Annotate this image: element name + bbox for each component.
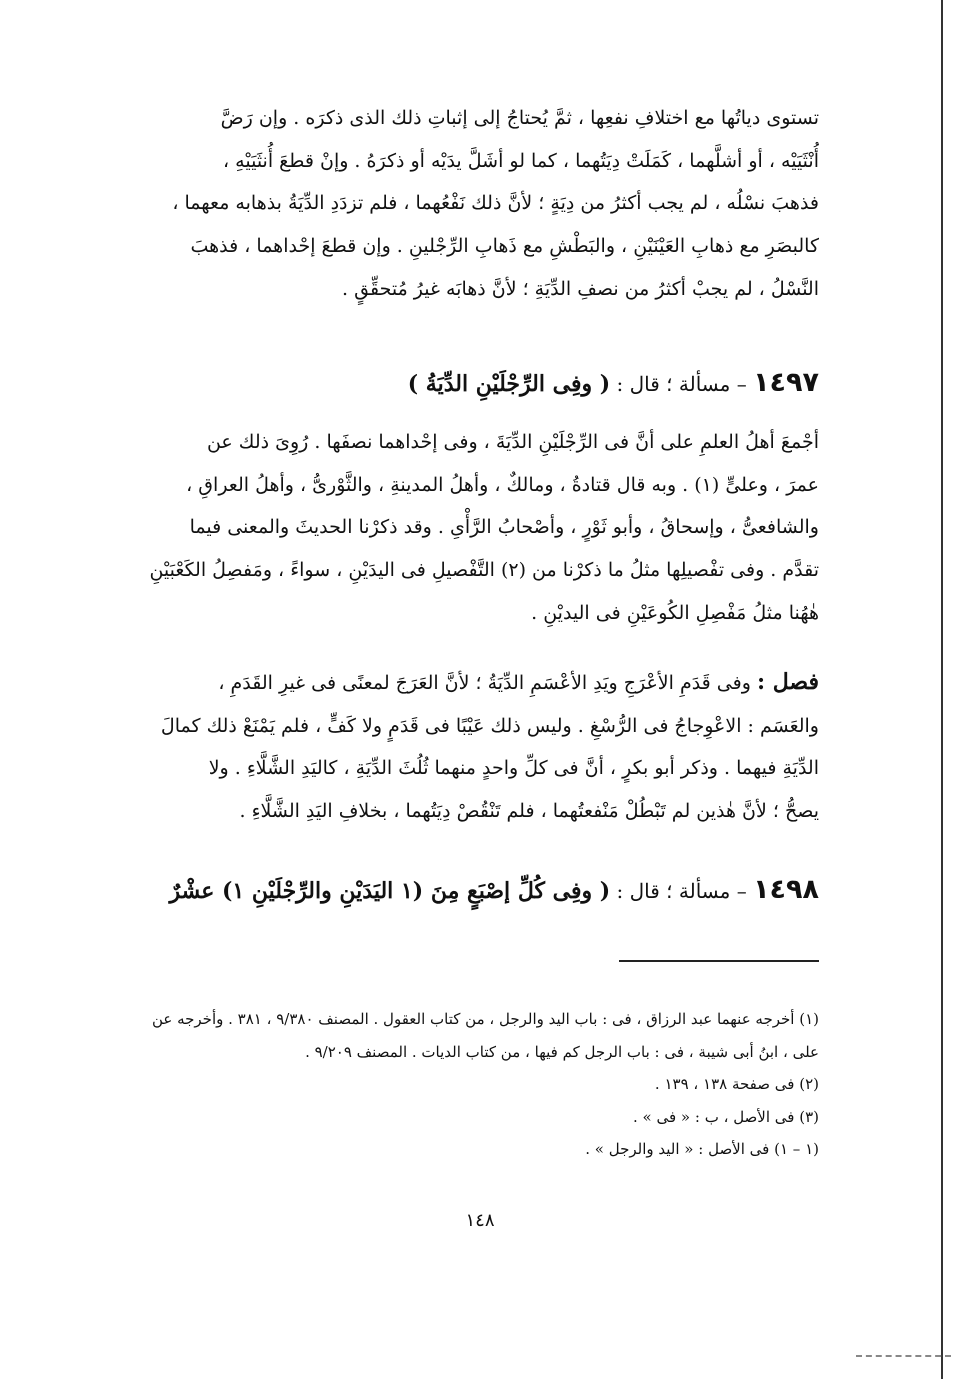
- fasl-label: فصل :: [756, 669, 819, 695]
- text-line: تقدَّم . وفى تفْصيلِها مثلُ ما ذكرْنا من (٢) التَّفْصيلِ فى اليدَيْنِ ، سواءً ، ومَفصِلُ الكَعْبَيْنِ: [149, 559, 819, 582]
- footnote-separator: [619, 960, 819, 962]
- text-line: يصحُّ ؛ لأنَّ هٰذين لم تَبْطُلْ مَنْفعتُهما ، فلم تَنْقُصْ دِيَتُهما ، بخلافِ اليَدِ الشَّلَّاءِ .: [239, 800, 819, 823]
- masala-number: ١٤٩٨: [753, 874, 819, 905]
- paragraph-legs-diya: [139, 421, 819, 635]
- masala-heading-1498: [129, 870, 819, 911]
- text-line: [139, 661, 819, 705]
- text-line: النَّسْلُ ، لم يجبْ أكثرُ من نصفِ الدِّيَةِ ؛ لأنَّ ذهابَه غيرُ مُتحقِّقٍ .: [342, 277, 819, 300]
- text-line: الدِّيَةِ فيهما . وذكر أبو بكرٍ ، أنَّ فى كلِّ واحدٍ منهما ثُلُثَ الدِّيَةِ ، كاليَدِ الشَّلَّاءِ . ولا: [208, 757, 819, 780]
- text-line: والشافعىُّ ، وإسحاقُ ، وأبو ثَوْرٍ ، وأصْحابُ الرَّأْىِ . وقد ذكرْنا الحديثَ والمعنى فيما: [189, 516, 819, 539]
- footnote: (١ – ١) فى الأصل : « اليد والرجل » .: [585, 1140, 819, 1158]
- paragraph-fasl: [139, 661, 819, 833]
- text-line: أُنْثَيَيْه ، أو أشلَّهما ، كَمَلَتْ دِيَتُهما ، كما لو أشَلَّ يدَيْه أو ذكرَهُ . وإنْ قطعَ أُنثَيَيْهِ ،: [223, 149, 819, 172]
- footnote: (٣) فى الأصل ، ب : « فى » .: [633, 1107, 819, 1126]
- masala-number: ١٤٩٧: [753, 367, 819, 398]
- fasl-first-line: وفى قَدَمِ الأعْرَجِ ويَدِ الأعْسَمِ الدِّيَةُ ؛ لأنَّ العَرَجَ لمعنًى فى غيرِ القَدَمِ ،: [218, 672, 751, 694]
- footnote: على ، ابنُ أبى شيبة ، فى : باب الرجل كم فيها ، من كتاب الديات . المصنف ٩/٢٠٩ .: [305, 1042, 819, 1061]
- footnote: (٢) فى صفحة ١٣٨ ، ١٣٩ .: [654, 1075, 819, 1093]
- footnote: (١) أخرجه عنهما عبد الرزاق ، فى : باب اليد والرجل ، من كتاب العقول . المصنف ٩/٣٨٠ ، ٣٨١ . وأخرجه عن: [151, 1010, 819, 1028]
- masala-intro: – مسألة ؛ قال :: [616, 879, 747, 903]
- text-line: كالبصَرِ مع ذهابِ العَيْنَيْنِ ، والبَطْشِ مع ذَهابِ الرِّجْلينِ . وإن قطعَ إحْداهما ، فذهبَ: [190, 235, 819, 258]
- text-line: هٰهُنا مثلُ مَفْصِلِ الكُوعَيْنِ فى اليديْنِ .: [531, 601, 819, 624]
- masala-quote: ( وفِى كُلِّ إصْبَعٍ مِنَ (١ اليَدَيْنِ والرِّجْلَيْنِ ١) عشْرٌ: [169, 878, 611, 904]
- masala-heading-1497: [129, 363, 819, 404]
- masala-intro: – مسألة ؛ قال :: [616, 372, 747, 396]
- paragraph-continuation: [139, 97, 819, 311]
- page-edge-line: [941, 0, 943, 1379]
- page-edge-dashes: [856, 1355, 951, 1357]
- text-line: تستوى دياتُها مع اختلافِ نفعِها ، ثمَّ يُحتاجُ إلى إثباتِ ذلك الذى ذكرَه . وإن رَضَّ: [220, 107, 819, 129]
- text-line: أجْمعَ أهلُ العلمِ على أنَّ فى الرِّجْلَيْنِ الدِّيَةَ ، وفى إحْداهما نصفَها . رُوِىَ ذلك عن: [206, 431, 819, 453]
- text-line: عمرَ ، وعلىٍّ (١) . وبه قال قتادةُ ، ومالكٌ ، وأهلُ المدينةِ ، والثَّوْرىُّ ، وأهلُ العراقِ ،: [186, 473, 819, 496]
- text-line: فذهبَ نسْلُه ، لم يجب أكثرُ من دِيَةٍ ؛ لأنَّ ذلك نَفْعُهما ، فلم تزدَدِ الدِّيَةُ بذهابه معهما ،: [172, 192, 819, 215]
- masala-quote: ( وفِى الرِّجْلَيْنِ الدِّيَةُ ): [407, 371, 611, 397]
- text-line: والعَسَم : الاعْوِجاجُ فى الرُّسْغِ . وليس ذلك عَيْبًا فى قَدَمٍ ولا كَفٍّ ، فلم يَمْنَعْ ذلك كمالَ: [160, 714, 819, 737]
- footnotes: [129, 1003, 819, 1166]
- page-number: ١٤٨: [465, 1210, 495, 1231]
